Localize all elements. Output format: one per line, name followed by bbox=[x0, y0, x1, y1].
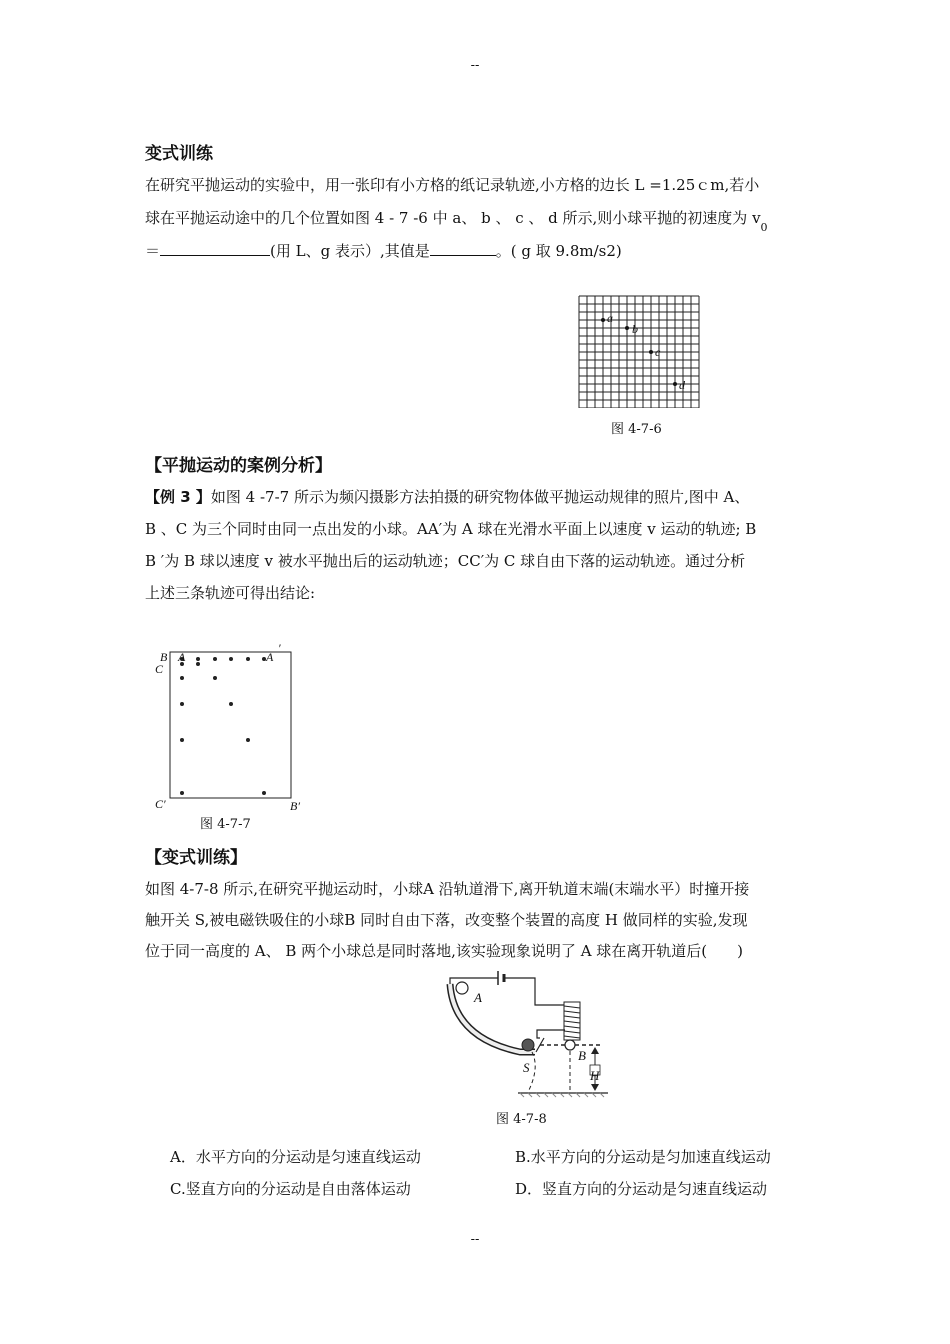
figure-caption-4-7-6: 图 4-7-6 bbox=[611, 422, 662, 437]
ball-b-dot bbox=[196, 662, 200, 666]
label-ball-B: B bbox=[578, 1048, 586, 1063]
figure-4-7-8-apparatus bbox=[440, 968, 615, 1100]
problem-1-line-3-tail: 。( g 取 9.8m/s2) bbox=[495, 242, 622, 260]
ball-c-dot bbox=[180, 676, 184, 680]
ball-a-track bbox=[180, 657, 266, 661]
ball-a-end bbox=[522, 1039, 534, 1051]
ball-a-start bbox=[456, 982, 468, 994]
ball-c-dot bbox=[180, 791, 184, 795]
subscript-zero: 0 bbox=[760, 221, 768, 234]
ball-b-dot bbox=[246, 738, 250, 742]
option-a[interactable]: A．水平方向的分运动是匀速直线运动 bbox=[170, 1148, 421, 1166]
problem-1-line-3-text: (用 L、g 表示）,其值是 bbox=[270, 242, 430, 260]
example-3-line-1-text: 如图 4 -7-7 所示为频闪摄影方法拍摄的研究物体做平抛运动规律的照片,图中 A、 bbox=[210, 488, 750, 506]
figure-4-7-6-grid bbox=[576, 293, 706, 408]
example-3-line-4: 上述三条轨迹可得出结论: bbox=[145, 584, 316, 602]
figure-caption-4-7-7: 图 4-7-7 bbox=[200, 817, 251, 832]
option-c[interactable]: C.竖直方向的分运动是自由落体运动 bbox=[170, 1180, 411, 1198]
circuit-wire bbox=[537, 1030, 565, 1038]
figure-caption-4-7-8: 图 4-7-8 bbox=[496, 1112, 547, 1127]
label-B-prime: B′ bbox=[290, 799, 300, 813]
point-label-d: d bbox=[679, 378, 685, 392]
battery-icon bbox=[498, 971, 504, 985]
problem-3-line-1: 如图 4-7-8 所示,在研究平抛运动时，小球A 沿轨道滑下,离开轨道末端(末端水平）时撞开接 bbox=[145, 880, 750, 898]
example-3-line-2: B 、C 为三个同时由同一点出发的小球。AA′为 A 球在光滑水平面上以速度 v 运动的轨迹; B bbox=[145, 520, 757, 538]
problem-3-line-3: 位于同一高度的 A、 B 两个小球总是同时落地,该实验现象说明了 A 球在离开轨道后( ) bbox=[145, 942, 744, 960]
ball-a-dot bbox=[196, 657, 200, 661]
ball-c-dot bbox=[180, 738, 184, 742]
label-A-prime-mark: ′ bbox=[278, 641, 281, 655]
ball-b-dot bbox=[262, 791, 266, 795]
ball-b-track bbox=[196, 662, 266, 795]
point-b bbox=[625, 326, 629, 330]
ball-a-dot bbox=[229, 657, 233, 661]
example-3-line-1 bbox=[145, 482, 749, 512]
ball-c-dot bbox=[180, 702, 184, 706]
section-title-variant-training-2: 【变式训练】 bbox=[145, 848, 247, 868]
example-3-text bbox=[145, 482, 815, 606]
ball-b bbox=[565, 1040, 575, 1050]
photo-frame bbox=[170, 652, 291, 798]
answer-blank-value[interactable] bbox=[430, 241, 496, 256]
option-d[interactable]: D．竖直方向的分运动是匀速直线运动 bbox=[515, 1180, 768, 1198]
point-c bbox=[649, 350, 653, 354]
ball-b-dot bbox=[213, 676, 217, 680]
section-title-variant-training: 变式训练 bbox=[145, 144, 213, 164]
label-A: A bbox=[178, 650, 186, 664]
ball-a-dot bbox=[246, 657, 250, 661]
answer-blank-formula[interactable] bbox=[160, 241, 270, 256]
problem-3-line-2: 触开关 S,被电磁铁吸住的小球B 同时自由下落，改变整个装置的高度 H 做同样的实验,发现 bbox=[145, 911, 748, 929]
point-label-b: b bbox=[632, 322, 638, 336]
point-a bbox=[601, 318, 605, 322]
example-3-line-3: B ′为 B 球以速度 v 被水平抛出后的运动轨迹；CC′为 C 球自由下落的运动轨迹。通过分析 bbox=[145, 552, 746, 570]
problem-3-text bbox=[145, 874, 815, 966]
example-3-label: 【例 3 】 bbox=[145, 488, 211, 506]
label-B: B bbox=[160, 650, 168, 664]
label-height-H: H bbox=[590, 1068, 600, 1083]
point-d bbox=[673, 382, 677, 386]
problem-1-line-1: 在研究平抛运动的实验中，用一张印有小方格的纸记录轨迹,小方格的边长 L =1.25ｃm,若小 bbox=[145, 176, 760, 194]
circuit-wire bbox=[504, 978, 565, 1005]
problem-1-line-2 bbox=[145, 203, 768, 235]
label-switch-S: S bbox=[523, 1060, 530, 1075]
label-C-prime: C′ bbox=[155, 797, 166, 811]
ball-a-dot bbox=[213, 657, 217, 661]
ball-b-dot bbox=[229, 702, 233, 706]
problem-1-line-2-text: 球在平抛运动途中的几个位置如图 4 - 7 -6 中 a、 b 、 c 、 d 所示,则小球平抛的初速度为 v bbox=[145, 209, 761, 227]
label-ball-A: A bbox=[474, 990, 482, 1005]
problem-1-line-3 bbox=[145, 236, 622, 266]
label-C: C bbox=[155, 662, 164, 676]
page-footer: -- bbox=[470, 1232, 480, 1247]
page-header: -- bbox=[470, 58, 480, 73]
section-title-case-analysis: 【平抛运动的案例分析】 bbox=[145, 456, 332, 476]
figure-4-7-7-stroboscope bbox=[150, 640, 310, 820]
problem-1-text bbox=[145, 170, 815, 270]
point-label-a: a bbox=[607, 311, 613, 325]
equals-sign: ＝ bbox=[145, 242, 161, 260]
electromagnet-coil-icon bbox=[564, 1002, 580, 1040]
option-b[interactable]: B.水平方向的分运动是匀加速直线运动 bbox=[515, 1148, 771, 1166]
label-A-prime: A bbox=[266, 650, 274, 664]
point-label-c: c bbox=[655, 345, 661, 359]
ball-c-track bbox=[180, 662, 184, 795]
